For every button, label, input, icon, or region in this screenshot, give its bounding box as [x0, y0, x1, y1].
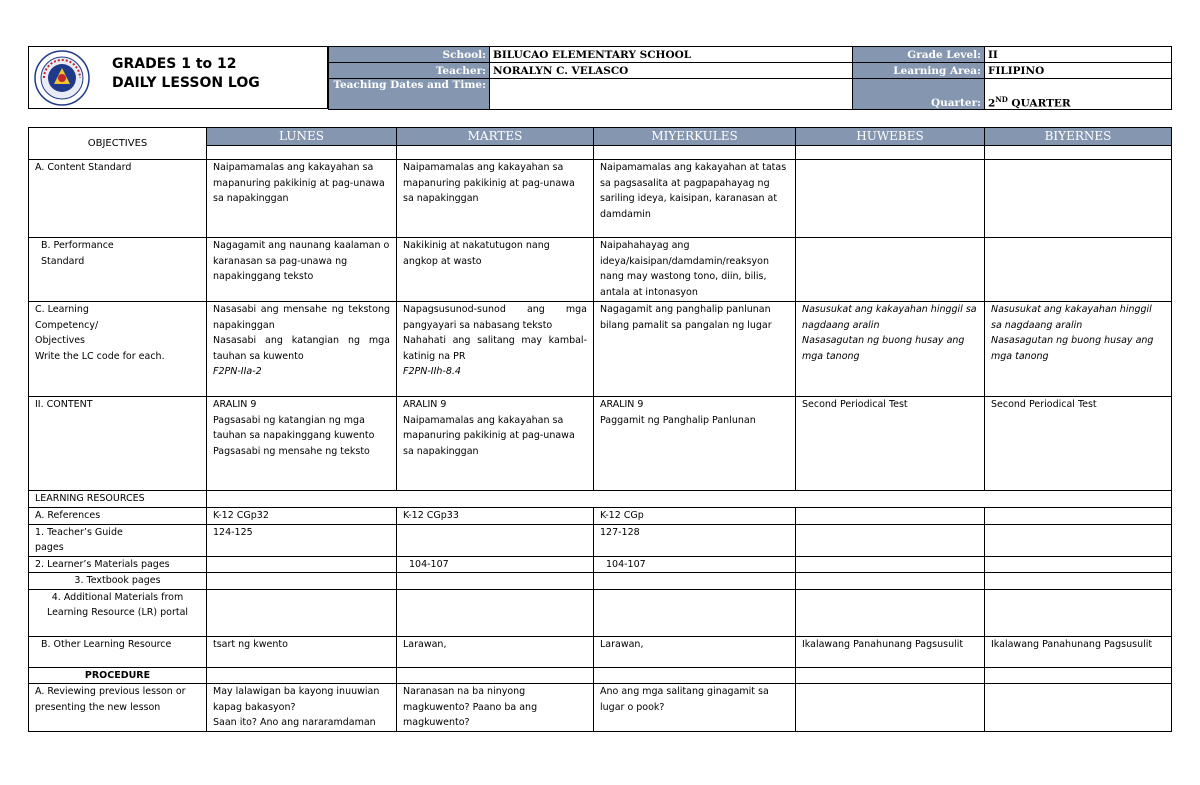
lesson-title: ARALIN 9	[403, 399, 447, 410]
cell-tuesday: Naipamamalas ang kakayahan sa mapanuring pakikinig at pag-unawa sa napakinggan	[397, 160, 594, 238]
cell-wednesday: Larawan,	[594, 636, 796, 667]
cell-friday: Nasusukat ang kakayahan hinggil sa nagdaang aralin Nasasagutan ng buong husay ang mga tanong	[985, 302, 1172, 397]
cell-monday	[207, 302, 397, 397]
cell-monday	[207, 397, 397, 491]
learning-resources-row	[29, 491, 1172, 508]
lc-code: F2PN-IIa-2	[213, 366, 262, 377]
cell-wednesday: 127-128	[594, 524, 796, 556]
cell-tuesday: K-12 CGp33	[397, 508, 594, 525]
row-label: A. Reviewing previous lesson or presenting the new lesson	[29, 684, 207, 732]
section-label: PROCEDURE	[29, 667, 207, 684]
cell-friday	[985, 238, 1172, 302]
quarter-label: Quarter:	[853, 79, 985, 110]
reviewing-row	[29, 684, 1172, 732]
grade-level-value: II	[985, 47, 1172, 63]
cell-tuesday	[397, 302, 594, 397]
content-standard-row	[29, 160, 1172, 238]
row-label: A. Content Standard	[29, 160, 207, 238]
cell-thursday: Ikalawang Panahunang Pagsusulit	[796, 636, 985, 667]
row-label: B. Performance Standard	[29, 238, 207, 302]
lesson-log-table	[28, 127, 1172, 732]
title-line-2: DAILY LESSON LOG	[112, 75, 260, 91]
cell-tuesday	[397, 397, 594, 491]
day-header-tuesday: MARTES	[397, 128, 594, 146]
teachers-guide-row	[29, 524, 1172, 556]
learners-materials-row	[29, 556, 1172, 573]
cell-thursday	[796, 684, 985, 732]
cell-wednesday: Naipahahayag ang ideya/kaisipan/damdamin/reaksyon nang may wastong tono, diin, bilis, antala at intonasyon	[594, 238, 796, 302]
teacher-label: Teacher:	[329, 63, 490, 79]
day-header-friday: BIYERNES	[985, 128, 1172, 146]
cell-thursday	[796, 238, 985, 302]
cell-tuesday: Larawan,	[397, 636, 594, 667]
day-header-wednesday: MIYERKULES	[594, 128, 796, 146]
lesson-content: Naipamamalas ang kakayahan sa mapanuring pakikinig at pag-unawa sa napakinggan	[403, 414, 575, 457]
learning-area-label: Learning Area:	[853, 63, 985, 79]
quarter-value: 2ND QUARTER	[985, 79, 1172, 110]
cell-monday: 124-125	[207, 524, 397, 556]
cell-tuesday: Nakikinig at nakatutugon nang angkop at wasto	[397, 238, 594, 302]
school-label: School:	[329, 47, 490, 63]
cell-thursday	[796, 556, 985, 573]
day-header-monday: LUNES	[207, 128, 397, 146]
lesson-title: ARALIN 9	[213, 399, 257, 410]
cell-monday: tsart ng kwento	[207, 636, 397, 667]
cell-wednesday: 104-107	[594, 556, 796, 573]
lc-code: F2PN-IIh-8.4	[403, 366, 461, 377]
header-title-box	[28, 46, 328, 109]
cell-friday	[985, 524, 1172, 556]
teaching-dates-label: Teaching Dates and Time:	[329, 79, 490, 110]
learning-area-value: FILIPINO	[985, 63, 1172, 79]
cell-tuesday: Naranasan na ba ninyong magkuwento? Paano ba ang magkuwento?	[397, 684, 594, 732]
cell-monday: K-12 CGp32	[207, 508, 397, 525]
cell-wednesday	[594, 397, 796, 491]
teacher-value: NORALYN C. VELASCO	[490, 63, 853, 79]
cell-tuesday: 104-107	[397, 556, 594, 573]
learning-competency-row	[29, 302, 1172, 397]
cell-friday: Second Periodical Test	[985, 397, 1172, 491]
cell-thursday	[796, 524, 985, 556]
cell-friday	[985, 684, 1172, 732]
competency-text: Napagsusunod-sunod ang mga pangyayari sa nabasang teksto Nahahati ang salitang may kambal-katinig na PR	[403, 304, 587, 362]
content-row	[29, 397, 1172, 491]
other-resources-row	[29, 636, 1172, 667]
cell-tuesday	[397, 524, 594, 556]
section-label: LEARNING RESOURCES	[29, 491, 207, 508]
lesson-content: Pagsasabi ng katangian ng mga tauhan sa napakinggang kuwento Pagsasabi ng mensahe ng teksto	[213, 414, 375, 457]
performance-standard-row	[29, 238, 1172, 302]
lesson-title: ARALIN 9	[600, 399, 644, 410]
cell-monday: May lalawigan ba kayong inuuwian kapag bakasyon? Saan ito? Ano ang nararamdaman	[207, 684, 397, 732]
row-label: B. Other Learning Resource	[29, 636, 207, 667]
additional-materials-row	[29, 589, 1172, 636]
cell-monday: Nagagamit ang naunang kaalaman o karanasan sa pag-unawa ng napakinggang teksto	[207, 238, 397, 302]
row-label: 2. Learner’s Materials pages	[29, 556, 207, 573]
cell-wednesday: Naipamamalas ang kakayahan at tatas sa pagsasalita at pagpapahayag ng sariling ideya, kaisipan, karanasan at damdamin	[594, 160, 796, 238]
references-row	[29, 508, 1172, 525]
cell-wednesday: Ano ang mga salitang ginagamit sa lugar o pook?	[594, 684, 796, 732]
objectives-header: OBJECTIVES	[29, 128, 207, 160]
cell-friday: Ikalawang Panahunang Pagsusulit	[985, 636, 1172, 667]
row-label: 4. Additional Materials from Learning Resource (LR) portal	[29, 589, 207, 636]
cell-wednesday: K-12 CGp	[594, 508, 796, 525]
title-line-1: GRADES 1 to 12	[112, 56, 237, 72]
teaching-dates-value	[490, 79, 853, 110]
lesson-content: Paggamit ng Panghalip Panlunan	[600, 414, 756, 426]
competency-text: Nasasabi ang mensahe ng tekstong napakinggan Nasasabi ang katangian ng mga tauhan sa kuwento	[213, 304, 390, 362]
school-value: BILUCAO ELEMENTARY SCHOOL	[490, 47, 853, 63]
row-label: II. CONTENT	[29, 397, 207, 491]
grade-level-label: Grade Level:	[853, 47, 985, 63]
cell-friday	[985, 556, 1172, 573]
cell-friday	[985, 508, 1172, 525]
cell-thursday	[796, 160, 985, 238]
cell-friday	[985, 160, 1172, 238]
cell-thursday: Nasusukat ang kakayahan hinggil sa nagdaang aralin Nasasagutan ng buong husay ang mga tanong	[796, 302, 985, 397]
cell-thursday: Second Periodical Test	[796, 397, 985, 491]
header-info-table	[328, 46, 1172, 110]
cell-monday	[207, 556, 397, 573]
cell-monday: Naipamamalas ang kakayahan sa mapanuring pakikinig at pag-unawa sa napakinggan	[207, 160, 397, 238]
procedure-row	[29, 667, 1172, 684]
day-header-thursday: HUWEBES	[796, 128, 985, 146]
cell-wednesday: Nagagamit ang panghalip panlunan bilang pamalit sa pangalan ng lugar	[594, 302, 796, 397]
deped-seal-icon	[34, 50, 90, 106]
cell-thursday	[796, 508, 985, 525]
row-label: 3. Textbook pages	[29, 573, 207, 590]
row-label: A. References	[29, 508, 207, 525]
row-label: 1. Teacher’s Guide pages	[29, 524, 207, 556]
textbook-row	[29, 573, 1172, 590]
row-label: C. Learning Competency/ Objectives Write the LC code for each.	[29, 302, 207, 397]
